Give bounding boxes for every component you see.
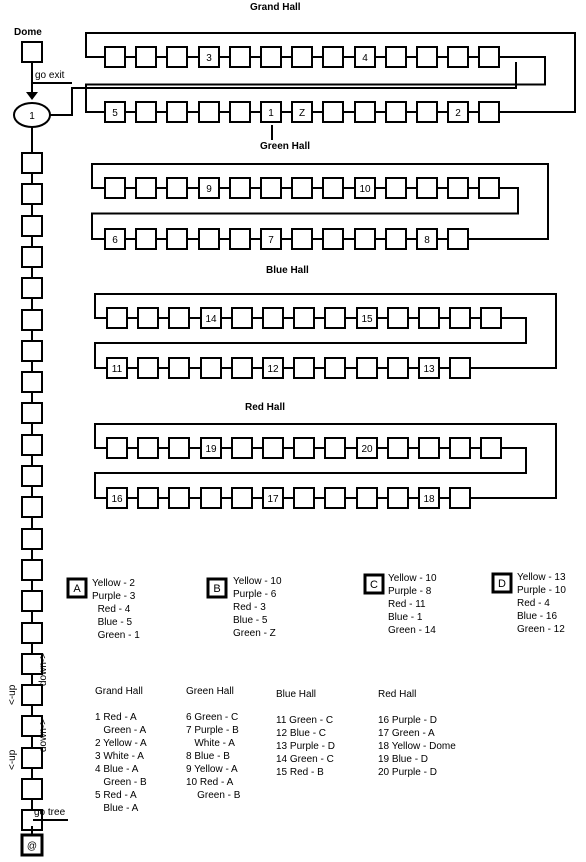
- red-room: [201, 488, 221, 508]
- legend-green-hall: Green Hall 6 Green - C 7 Purple - B White - A 8 Blue - B 9 Yellow - A 10 Red - A Green - B: [186, 686, 241, 801]
- green-room: [167, 229, 187, 249]
- green-room: [199, 229, 219, 249]
- left-column-room: [22, 529, 42, 549]
- red-room-label: 19: [205, 444, 217, 455]
- grand-room-label: 5: [112, 108, 118, 119]
- legend-red-hall: Red Hall 16 Purple - D 17 Green - A 18 Yellow - Dome 19 Blue - D 20 Purple - D: [378, 689, 456, 778]
- red-room: [232, 438, 252, 458]
- red-room: [294, 488, 314, 508]
- up-label-1: <-up: [7, 684, 18, 705]
- green-room-label: 10: [359, 184, 371, 195]
- box-d-info: Yellow - 13 Purple - 10 Red - 4 Blue - 16 Green - 12: [517, 572, 566, 635]
- blue-room: [357, 358, 377, 378]
- blue-room: [450, 308, 470, 328]
- red-room: [388, 488, 408, 508]
- blue-room-label: 15: [361, 314, 373, 325]
- left-column-room: [22, 435, 42, 455]
- green-outer-loop: [92, 164, 548, 239]
- green-room: [417, 178, 437, 198]
- red-hall-title: Red Hall: [245, 402, 286, 413]
- blue-room: [450, 358, 470, 378]
- dome-title: Dome: [14, 27, 42, 38]
- blue-room-label: 11: [111, 364, 123, 375]
- green-room: [386, 178, 406, 198]
- circle-room-label: 1: [29, 111, 35, 122]
- blue-room: [138, 308, 158, 328]
- left-column-room: [22, 591, 42, 611]
- green-room: [386, 229, 406, 249]
- red-room-label: 17: [267, 494, 279, 505]
- green-room-label: 6: [112, 235, 118, 246]
- green-room: [448, 229, 468, 249]
- left-column-room: [22, 310, 42, 330]
- red-room: [450, 488, 470, 508]
- left-column-room: [22, 623, 42, 643]
- green-room: [136, 178, 156, 198]
- grand-room: [386, 102, 406, 122]
- grand-room-label: 3: [206, 53, 212, 64]
- blue-room: [263, 308, 283, 328]
- green-room-label: 7: [268, 235, 274, 246]
- grand-room-label: 1: [268, 108, 274, 119]
- blue-room: [201, 358, 221, 378]
- red-room: [450, 438, 470, 458]
- grand-room: [167, 102, 187, 122]
- left-column-room: [22, 466, 42, 486]
- red-room: [419, 438, 439, 458]
- grand-room: [167, 47, 187, 67]
- blue-room: [294, 308, 314, 328]
- left-column-room: [22, 685, 42, 705]
- green-room: [292, 229, 312, 249]
- red-room: [325, 438, 345, 458]
- red-room: [169, 438, 189, 458]
- blue-room: [169, 308, 189, 328]
- blue-outer-loop: [95, 294, 556, 368]
- go-tree-label: go tree: [34, 807, 66, 818]
- grand-room: [230, 47, 250, 67]
- grand-room: [199, 102, 219, 122]
- green-room: [261, 178, 281, 198]
- green-room: [323, 178, 343, 198]
- blue-room: [138, 358, 158, 378]
- green-room-label: 9: [206, 184, 212, 195]
- left-column-room: [22, 278, 42, 298]
- blue-room: [388, 308, 408, 328]
- red-room: [169, 488, 189, 508]
- grand-room: [386, 47, 406, 67]
- red-room: [232, 488, 252, 508]
- box-d-letter: D: [498, 578, 506, 590]
- green-room: [167, 178, 187, 198]
- grand-outer-loop: [86, 33, 575, 112]
- legend-blue-hall: Blue Hall 11 Green - C 12 Blue - C 13 Purple - D 14 Green - C 15 Red - B: [276, 689, 335, 778]
- red-room: [263, 438, 283, 458]
- go-exit-label: go exit: [35, 70, 65, 81]
- left-column-room: [22, 403, 42, 423]
- box-c-info: Yellow - 10 Purple - 8 Red - 11 Blue - 1 Green - 14: [388, 573, 437, 636]
- blue-room: [388, 358, 408, 378]
- down-label-2: down->: [38, 718, 49, 752]
- red-room: [138, 488, 158, 508]
- grand-room: [230, 102, 250, 122]
- blue-room: [232, 308, 252, 328]
- grand-room: [261, 47, 281, 67]
- grand-room: [448, 47, 468, 67]
- blue-room: [325, 308, 345, 328]
- green-room: [479, 178, 499, 198]
- blue-room: [294, 358, 314, 378]
- red-room: [138, 438, 158, 458]
- left-column-room: [22, 153, 42, 173]
- red-room: [357, 488, 377, 508]
- red-room-label: 20: [361, 444, 373, 455]
- grand-room: [323, 47, 343, 67]
- left-column-room: [22, 497, 42, 517]
- blue-room: [107, 308, 127, 328]
- grand-room-label: 2: [455, 108, 461, 119]
- blue-hall-title: Blue Hall: [266, 265, 309, 276]
- left-column-room: [22, 372, 42, 392]
- down-label-1: down->: [38, 652, 49, 686]
- green-room: [292, 178, 312, 198]
- blue-room: [325, 358, 345, 378]
- grand-room: [105, 47, 125, 67]
- green-room: [230, 178, 250, 198]
- grand-room-label: 4: [362, 53, 368, 64]
- left-column-room: [22, 779, 42, 799]
- red-room: [294, 438, 314, 458]
- blue-room-label: 14: [205, 314, 217, 325]
- tree-room-label: @: [26, 841, 38, 852]
- grand-room: [136, 47, 156, 67]
- left-column-room: [22, 341, 42, 361]
- left-column-room: [22, 247, 42, 267]
- left-column-room: [22, 216, 42, 236]
- red-room: [481, 438, 501, 458]
- green-room: [355, 229, 375, 249]
- box-a-info: Yellow - 2 Purple - 3 Red - 4 Blue - 5 Green - 1: [92, 578, 140, 641]
- red-room-label: 18: [423, 494, 435, 505]
- red-room: [388, 438, 408, 458]
- dome-room: [22, 42, 42, 62]
- green-hall-title: Green Hall: [260, 141, 311, 152]
- box-c-letter: C: [370, 579, 378, 591]
- grand-room: [355, 102, 375, 122]
- grand-room-label: Z: [298, 108, 306, 119]
- grand-room: [292, 47, 312, 67]
- up-label-2: <-up: [7, 749, 18, 770]
- green-room: [105, 178, 125, 198]
- grand-room: [479, 102, 499, 122]
- box-b-info: Yellow - 10 Purple - 6 Red - 3 Blue - 5 Green - Z: [233, 576, 282, 639]
- grand-room: [479, 47, 499, 67]
- red-room: [325, 488, 345, 508]
- left-column-room: [22, 560, 42, 580]
- grand-room: [417, 102, 437, 122]
- green-room: [448, 178, 468, 198]
- arrow-down-icon: [26, 92, 38, 100]
- grand-room: [323, 102, 343, 122]
- blue-room: [481, 308, 501, 328]
- red-outer-loop: [95, 424, 556, 498]
- blue-room: [232, 358, 252, 378]
- blue-room: [419, 308, 439, 328]
- grand-room: [136, 102, 156, 122]
- green-room: [230, 229, 250, 249]
- grand-hall-title: Grand Hall: [250, 2, 301, 13]
- legend-grand-hall: Grand Hall 1 Red - A Green - A 2 Yellow - A 3 White - A 4 Blue - A Green - B 5 Red - A Blue - A: [95, 686, 147, 814]
- green-room: [323, 229, 343, 249]
- left-column-room: [22, 184, 42, 204]
- blue-room-label: 12: [267, 364, 279, 375]
- grand-room: [417, 47, 437, 67]
- red-room-label: 16: [111, 494, 123, 505]
- green-room-label: 8: [424, 235, 430, 246]
- red-room: [107, 438, 127, 458]
- box-a-letter: A: [73, 583, 81, 595]
- blue-room-label: 13: [423, 364, 435, 375]
- green-room: [136, 229, 156, 249]
- box-b-letter: B: [213, 583, 221, 595]
- blue-room: [169, 358, 189, 378]
